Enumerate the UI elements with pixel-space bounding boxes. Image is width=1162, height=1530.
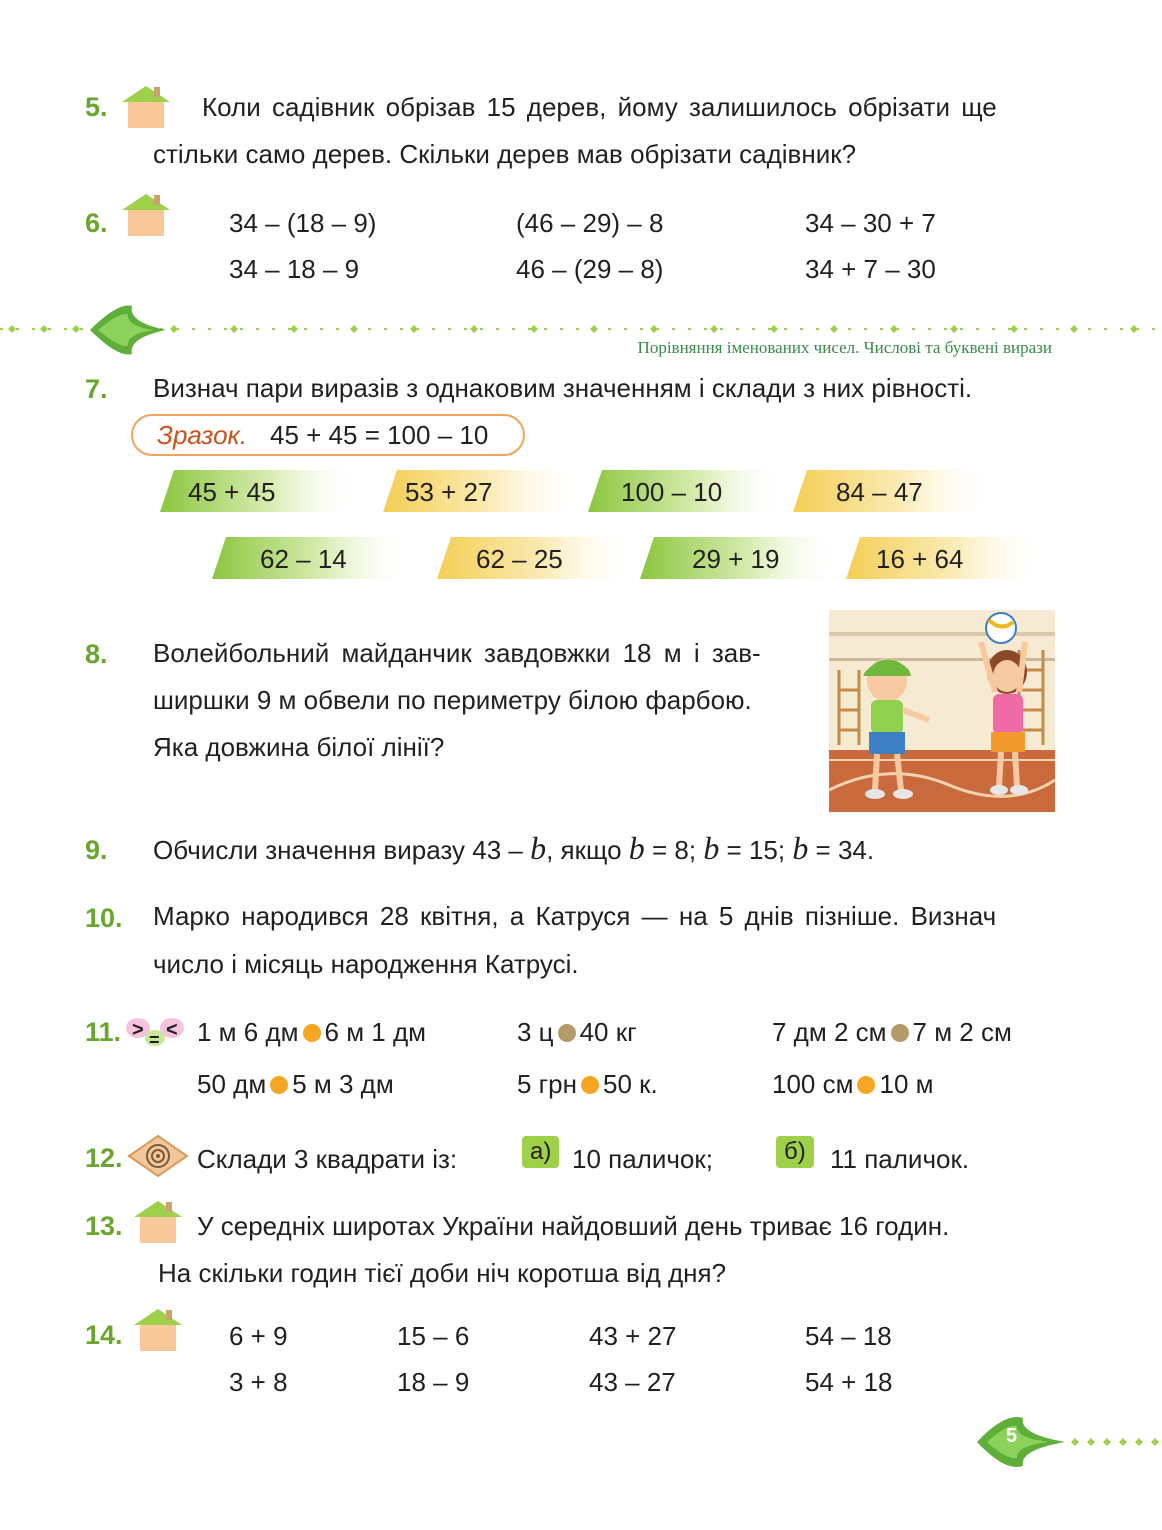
- task-7-text: Визнач пари виразів з однаковим значенням і склади з них рівності.: [153, 373, 973, 403]
- expression-tag: [160, 470, 360, 512]
- compare-left: 3 ц: [517, 1017, 554, 1047]
- task-8-number: 8.: [85, 639, 108, 669]
- task-13-text-line2: На скільки годин тієї доби ніч коротша від дня?: [158, 1258, 727, 1288]
- page-number-ornament: [975, 1412, 1162, 1472]
- sample-label: [157, 419, 247, 451]
- compare-right: 7 м 2 см: [912, 1017, 1012, 1047]
- expression-tag-label: 100 – 10: [621, 477, 723, 507]
- expression-tag: [588, 470, 788, 512]
- task-5-text-line1: Коли садівник обрізав 15 дерев, йому залишилось обрізати ще: [202, 92, 997, 122]
- compare-item: [197, 1017, 426, 1048]
- compare-left: 100 см: [772, 1069, 854, 1099]
- svg-text:=: =: [149, 1030, 160, 1048]
- expression-tag-label: 53 + 27: [405, 477, 493, 507]
- task-6-expr: 34 – 30 + 7: [805, 208, 936, 238]
- task-12-number: 12.: [85, 1143, 123, 1173]
- task-9-text-part5: = 34.: [808, 835, 875, 865]
- svg-text:<: <: [166, 1019, 178, 1041]
- expression-tag: [846, 537, 1046, 579]
- compare-item: [772, 1069, 934, 1100]
- task-14-expr: 6 + 9: [229, 1321, 288, 1351]
- task-7-number: 7.: [85, 374, 108, 404]
- option-b-text: 11 паличок.: [830, 1144, 970, 1174]
- task-13-text-line1: У середніх широтах України найдовший день триває 16 годин.: [197, 1211, 950, 1241]
- compare-slot[interactable]: [891, 1024, 909, 1042]
- compare-item: [197, 1069, 394, 1100]
- compare-slot[interactable]: [581, 1076, 599, 1094]
- svg-text:>: >: [132, 1019, 144, 1041]
- task-10-text-line1: Марко народився 28 квітня, а Катруся — на 5 днів пізніше. Визнач: [153, 901, 997, 931]
- task-14-number: 14.: [85, 1320, 123, 1350]
- compare-signs-icon: [124, 1014, 188, 1048]
- compare-left: 5 грн: [517, 1069, 577, 1099]
- task-6-expr: (46 – 29) – 8: [516, 208, 664, 238]
- task-14-expr: 54 + 18: [805, 1367, 893, 1397]
- variable-b: b: [703, 830, 720, 866]
- option-a-badge: а): [522, 1136, 559, 1168]
- task-8-text-line2: ширшки 9 м обвели по периметру білою фарбою.: [153, 685, 752, 715]
- task-9-text-part1: Обчисли значення виразу 43 –: [153, 835, 531, 865]
- compare-right: 40 кг: [579, 1017, 637, 1047]
- compare-slot[interactable]: [270, 1076, 288, 1094]
- task-5-number: 5.: [85, 92, 108, 122]
- task-9-text-part3: = 8;: [644, 835, 704, 865]
- task-9-text-part2: , якщо: [546, 835, 629, 865]
- expression-tag-label: 84 – 47: [836, 477, 923, 507]
- task-11-number: 11.: [85, 1017, 122, 1047]
- task-6-expr: 46 – (29 – 8): [516, 254, 664, 284]
- section-divider: [0, 318, 1162, 340]
- expression-tag: [793, 470, 993, 512]
- task-13-number: 13.: [85, 1211, 123, 1241]
- variable-b: b: [792, 830, 809, 866]
- task-12-text: Склади 3 квадрати із:: [197, 1144, 458, 1174]
- task-6-expr: 34 – 18 – 9: [229, 254, 360, 284]
- expression-tag-label: 62 – 14: [260, 544, 347, 574]
- task-9-text-part4: = 15;: [719, 835, 793, 865]
- task-6-expr: 34 + 7 – 30: [805, 254, 936, 284]
- task-5-text-line2: стільки само дерев. Скільки дерев мав обрізати садівник?: [153, 139, 857, 169]
- compare-right: 5 м 3 дм: [292, 1069, 394, 1099]
- option-a-text: 10 паличок;: [572, 1144, 713, 1174]
- task-14-expr: 43 + 27: [589, 1321, 677, 1351]
- sample-label-text: Зразок.: [157, 420, 248, 450]
- compare-left: 7 дм 2 см: [772, 1017, 887, 1047]
- task-14-expr: 18 – 9: [397, 1367, 470, 1397]
- compare-slot[interactable]: [558, 1024, 576, 1042]
- task-14-expr: 15 – 6: [397, 1321, 470, 1351]
- home-task-icon: [132, 1199, 184, 1245]
- expression-tag-label: 16 + 64: [876, 544, 964, 574]
- volleyball-illustration: [829, 610, 1055, 812]
- sample-expression: 45 + 45 = 100 – 10: [270, 420, 489, 450]
- task-14-expr: 3 + 8: [229, 1367, 288, 1397]
- section-title: Порівняння іменованих чисел. Числові та буквені вирази: [637, 338, 1052, 357]
- home-task-icon: [132, 1307, 184, 1353]
- compare-item: [517, 1017, 637, 1048]
- task-8-text-line3: Яка довжина білої лінії?: [153, 732, 445, 762]
- home-task-icon: [120, 84, 172, 130]
- option-b-badge: б): [776, 1136, 814, 1168]
- expression-tag-label: 45 + 45: [188, 477, 276, 507]
- expression-tag: [640, 537, 840, 579]
- leaf-ornament: [88, 302, 168, 358]
- expression-tag-label: 62 – 25: [476, 544, 563, 574]
- page-number: 5: [1006, 1425, 1018, 1447]
- task-9-number: 9.: [85, 835, 108, 865]
- task-8-text-line1: Волейбольний майданчик завдовжки 18 м і зав-: [153, 638, 761, 668]
- expression-tag: [383, 470, 583, 512]
- task-6-expr: 34 – (18 – 9): [229, 208, 377, 238]
- variable-b: b: [530, 830, 547, 866]
- task-10-text-line2: число і місяць народження Катрусі.: [153, 949, 579, 979]
- variable-b: b: [628, 830, 645, 866]
- compare-right: 10 м: [879, 1069, 934, 1099]
- compare-right: 50 к.: [603, 1069, 658, 1099]
- task-10-number: 10.: [85, 903, 123, 933]
- compare-right: 6 м 1 дм: [324, 1017, 427, 1047]
- compare-slot[interactable]: [857, 1076, 875, 1094]
- home-task-icon: [120, 192, 172, 238]
- compare-item: [772, 1017, 1012, 1048]
- task-14-expr: 43 – 27: [589, 1367, 676, 1397]
- expression-tag: [212, 537, 412, 579]
- compare-left: 50 дм: [197, 1069, 267, 1099]
- task-14-expr: 54 – 18: [805, 1321, 892, 1351]
- task-6-number: 6.: [85, 208, 108, 238]
- expression-tag: [437, 537, 637, 579]
- puzzle-icon: [127, 1134, 189, 1178]
- task-9-text: [153, 832, 874, 866]
- compare-left: 1 м 6 дм: [197, 1017, 299, 1047]
- compare-item: [517, 1069, 658, 1100]
- expression-tag-label: 29 + 19: [692, 544, 780, 574]
- compare-slot[interactable]: [303, 1024, 321, 1042]
